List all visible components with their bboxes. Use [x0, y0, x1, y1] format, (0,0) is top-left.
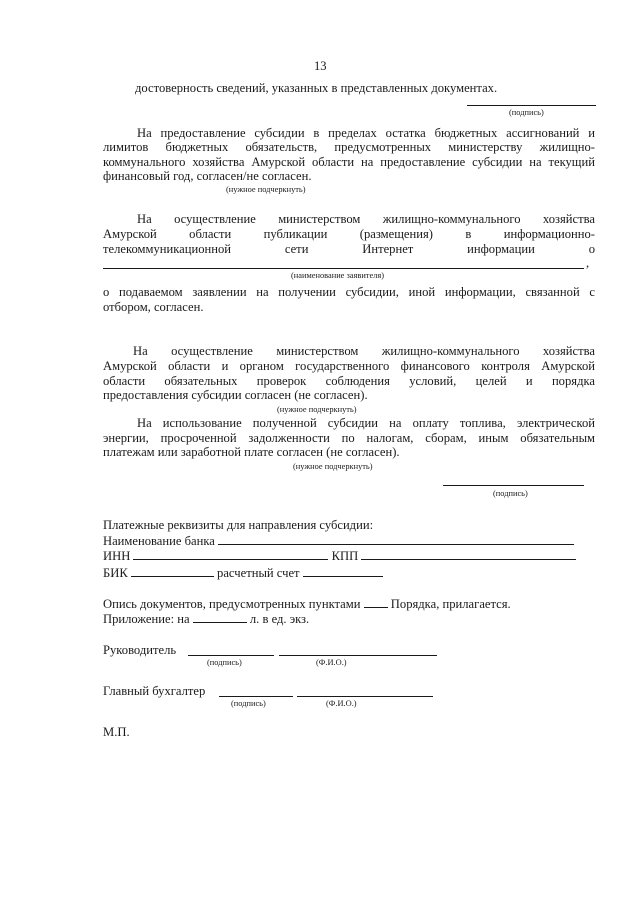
- kpp-field[interactable]: [361, 548, 576, 560]
- head-signature-line[interactable]: [188, 655, 274, 656]
- para3-hint: (нужное подчеркнуть): [277, 405, 357, 414]
- kpp-label: КПП: [331, 549, 359, 563]
- para3-line2: Амурской области и органом государственного финансового контроля Амурской: [103, 359, 595, 373]
- para2-line5: отбором, согласен.: [103, 300, 204, 314]
- bank-row: [103, 533, 574, 549]
- para2-line2: Амурской области публикации (размещения) в информационно-: [103, 227, 595, 241]
- inn-field[interactable]: [133, 548, 328, 560]
- attachments-row-1: [103, 596, 511, 612]
- para2-line3: телекоммуникационной сети Интернет информации о: [103, 242, 595, 256]
- signature-line: [467, 105, 596, 106]
- signature-hint-2: (подпись): [493, 489, 528, 498]
- head-signature-hint: (подпись): [207, 658, 242, 667]
- para2-line1: На осуществление министерством жилищно-коммунального хозяйства: [137, 212, 595, 226]
- applicant-name-hint: (наименование заявителя): [291, 271, 385, 280]
- attachments-text-b: Порядка, прилагается.: [390, 597, 511, 611]
- points-field[interactable]: [364, 596, 388, 608]
- pages-field[interactable]: [193, 611, 247, 623]
- para4-line2: энергии, просроченной задолженности по налогам, сборам, иным обязательным: [103, 431, 595, 445]
- account-label: расчетный счет: [217, 566, 300, 580]
- comma: ,: [586, 256, 590, 270]
- bik-account-row: [103, 565, 383, 581]
- para1-line2: лимитов бюджетных обязательств, предусмотренных министерству жилищно-: [103, 140, 595, 154]
- para3-line3: области обязательных проверок соблюдения условий, целей и порядка: [103, 374, 595, 388]
- signature-hint: (подпись): [509, 108, 544, 117]
- bank-label: Наименование банка: [103, 534, 215, 548]
- para3-line1: На осуществление министерством жилищно-коммунального хозяйства: [133, 344, 595, 358]
- appendix-text-b: л. в ед. экз.: [249, 612, 310, 626]
- intro-line: достоверность сведений, указанных в представленных документах.: [135, 81, 498, 95]
- para4-line3: платежам или заработной плате согласен (не согласен).: [103, 445, 400, 459]
- para1-line1: На предоставление субсидии в пределах остатка бюджетных ассигнований и: [137, 126, 595, 140]
- applicant-name-line: [103, 268, 584, 269]
- bik-field[interactable]: [131, 565, 214, 577]
- accountant-name-line[interactable]: [297, 696, 433, 697]
- head-name-hint: (Ф.И.О.): [316, 658, 347, 667]
- accountant-signature-line[interactable]: [219, 696, 293, 697]
- para1-hint: (нужное подчеркнуть): [226, 185, 306, 194]
- attachments-text-a: Опись документов, предусмотренных пунктами: [103, 597, 361, 611]
- head-label: Руководитель: [103, 643, 177, 657]
- signature-line-2: [443, 485, 584, 486]
- page-number: 13: [314, 59, 327, 73]
- para1-line4: финансовый год, согласен/не согласен.: [103, 169, 312, 183]
- para4-hint: (нужное подчеркнуть): [293, 462, 373, 471]
- attachments-row-2: [103, 611, 309, 627]
- head-name-line[interactable]: [279, 655, 437, 656]
- accountant-signature-hint: (подпись): [231, 699, 266, 708]
- para1-line3: коммунального хозяйства Амурской области на предоставление субсидии на текущий: [103, 155, 595, 169]
- stamp-place: М.П.: [103, 725, 130, 739]
- para2-line4: о подаваемом заявлении на получении субсидии, иной информации, связанной с: [103, 285, 595, 299]
- bik-label: БИК: [103, 566, 128, 580]
- accountant-name-hint: (Ф.И.О.): [326, 699, 357, 708]
- payment-heading: Платежные реквизиты для направления субсидии:: [103, 518, 374, 532]
- accountant-label: Главный бухгалтер: [103, 684, 206, 698]
- inn-label: ИНН: [103, 549, 131, 563]
- inn-kpp-row: [103, 548, 576, 564]
- appendix-text-a: Приложение: на: [103, 612, 190, 626]
- para3-line4: предоставления субсидии согласен (не согласен).: [103, 388, 368, 402]
- account-field[interactable]: [303, 565, 383, 577]
- para4-line1: На использование полученной субсидии на оплату топлива, электрической: [137, 416, 595, 430]
- bank-field[interactable]: [218, 533, 574, 545]
